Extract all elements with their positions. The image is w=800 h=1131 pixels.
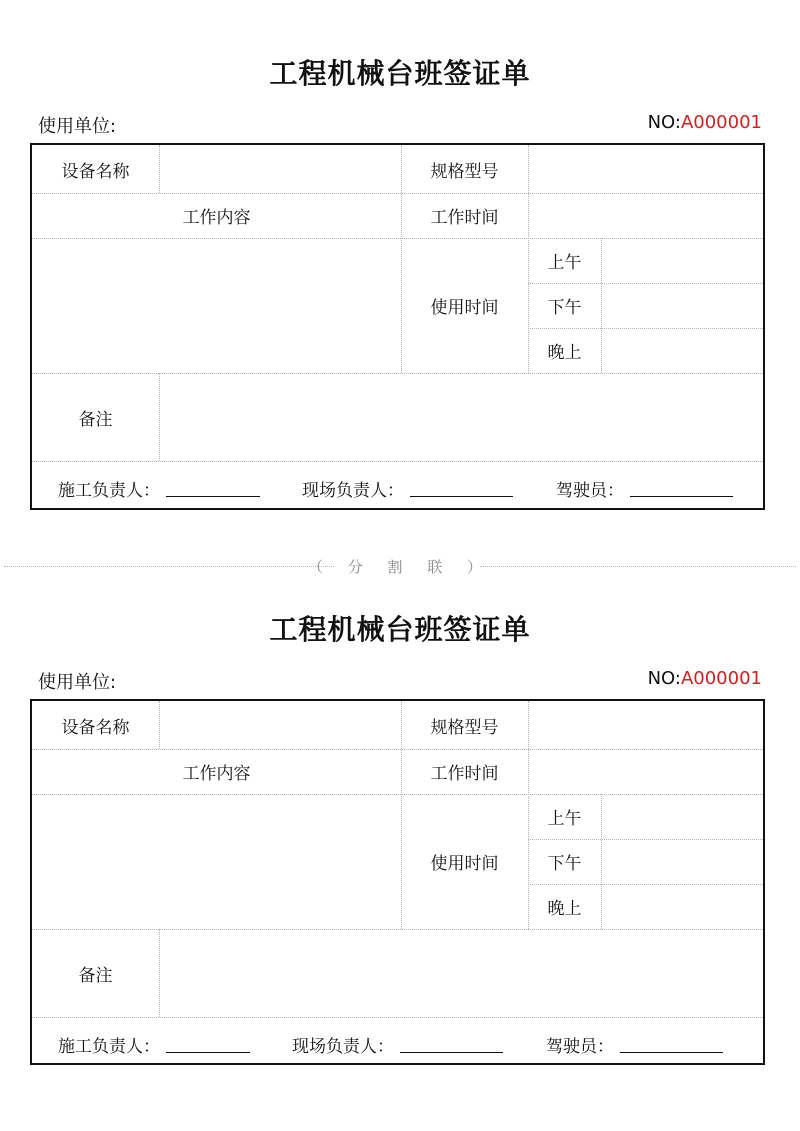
site-lead-line[interactable]: [410, 479, 513, 497]
form-title: 工程机械台班签证单: [269, 613, 531, 646]
site-lead-label: 现场负责人：: [292, 1036, 394, 1057]
construction-lead-signature: [58, 473, 260, 503]
site-lead-label: 现场负责人：: [302, 480, 404, 501]
spec-model-label: 规格型号: [430, 717, 499, 738]
evening-field[interactable]: [602, 884, 763, 929]
spec-model-field[interactable]: [529, 145, 763, 193]
work-time-label: 工作时间: [430, 208, 499, 228]
spec-model-label: 规格型号: [430, 161, 499, 182]
work-content-field[interactable]: [32, 794, 401, 929]
remarks-label: 备注: [78, 965, 113, 986]
equipment-name-label: 设备名称: [61, 717, 130, 738]
form-table: [30, 699, 765, 1065]
tear-off-divider: [0, 556, 800, 576]
construction-lead-label: 施工负责人：: [58, 480, 160, 501]
work-content-label: 工作内容: [182, 208, 251, 228]
morning-field[interactable]: [602, 794, 763, 839]
spec-model-field[interactable]: [529, 701, 763, 749]
site-lead-line[interactable]: [400, 1035, 503, 1053]
form-title: 工程机械台班签证单: [269, 57, 531, 90]
remarks-field[interactable]: [160, 929, 763, 1017]
construction-lead-line[interactable]: [166, 1035, 250, 1053]
afternoon-field[interactable]: [602, 839, 763, 884]
construction-lead-line[interactable]: [166, 479, 260, 497]
row-divider: [32, 461, 763, 462]
morning-field[interactable]: [602, 238, 763, 283]
afternoon-label: 下午: [547, 298, 582, 318]
work-content-label: 工作内容: [182, 764, 251, 784]
usage-time-label: 使用时间: [430, 854, 499, 874]
site-lead-signature: [292, 1029, 503, 1059]
evening-field[interactable]: [602, 328, 763, 373]
serial-value: A000001: [680, 112, 762, 133]
remarks-field[interactable]: [160, 373, 763, 461]
work-time-label: 工作时间: [430, 764, 499, 784]
serial-prefix: NO:: [647, 668, 681, 689]
serial-prefix: NO:: [647, 112, 681, 133]
evening-label: 晚上: [547, 899, 582, 919]
remarks-label: 备注: [78, 409, 113, 430]
form-table: [30, 143, 765, 510]
construction-lead-signature: [58, 1029, 250, 1059]
serial-value: A000001: [680, 668, 762, 689]
afternoon-field[interactable]: [602, 283, 763, 328]
usage-time-label: 使用时间: [430, 298, 499, 318]
driver-signature: [546, 1029, 723, 1059]
site-lead-signature: [302, 473, 513, 503]
evening-label: 晚上: [547, 343, 582, 363]
serial-number: [648, 112, 762, 133]
work-content-field[interactable]: [32, 238, 401, 373]
construction-lead-label: 施工负责人：: [58, 1036, 160, 1057]
driver-line[interactable]: [620, 1035, 723, 1053]
driver-signature: [556, 473, 733, 503]
row-divider: [32, 1017, 763, 1018]
using-unit-label: 使用单位:: [38, 672, 117, 693]
divider-line-right: [480, 566, 796, 567]
serial-number: [648, 668, 762, 689]
equipment-name-field[interactable]: [160, 145, 401, 193]
driver-label: 驾驶员：: [546, 1036, 614, 1057]
divider-text: （ 分 割 联 ）: [307, 558, 493, 576]
driver-label: 驾驶员：: [556, 480, 624, 501]
morning-label: 上午: [547, 253, 582, 273]
equipment-name-field[interactable]: [160, 701, 401, 749]
morning-label: 上午: [547, 809, 582, 829]
work-time-field[interactable]: [529, 193, 763, 238]
work-time-field[interactable]: [529, 749, 763, 794]
afternoon-label: 下午: [547, 854, 582, 874]
using-unit-label: 使用单位:: [38, 116, 117, 137]
equipment-name-label: 设备名称: [61, 161, 130, 182]
driver-line[interactable]: [630, 479, 733, 497]
